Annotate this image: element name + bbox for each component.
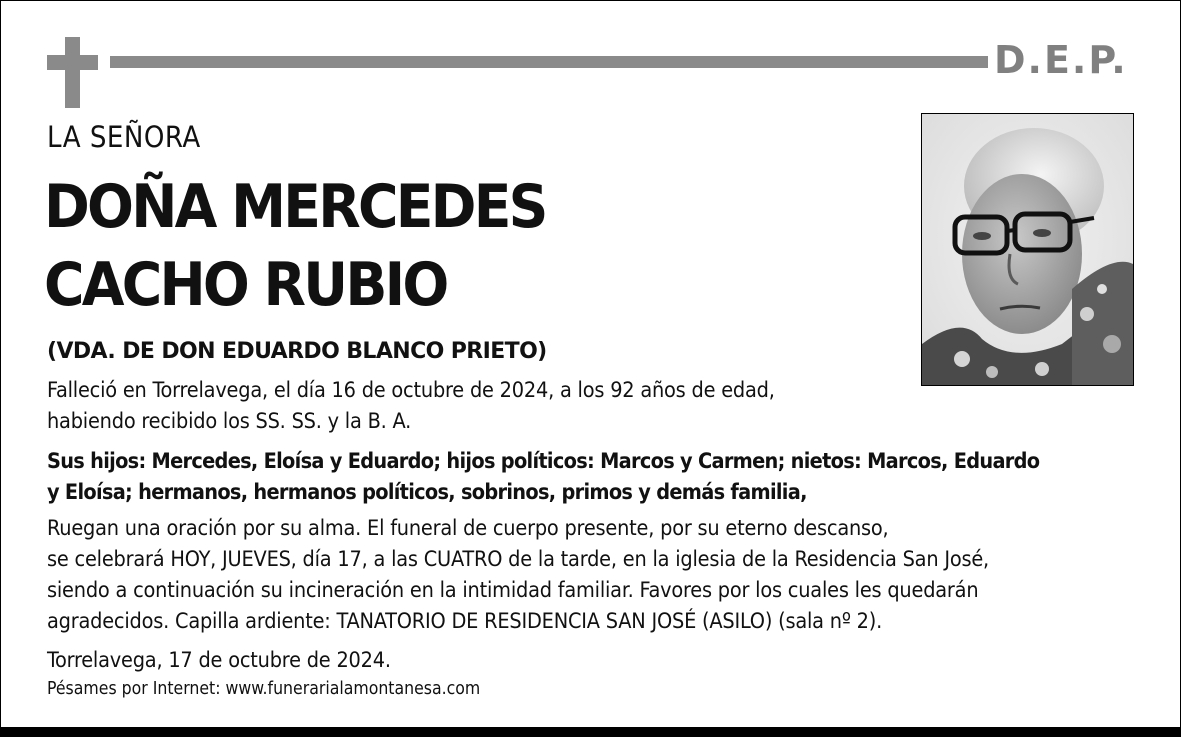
service-line3: siendo a continuación su incineración en la intimidad familiar. Favores por los cuales les quedarán bbox=[47, 578, 979, 603]
title-prefix: LA SEÑORA bbox=[47, 120, 201, 154]
death-notice bbox=[47, 375, 775, 437]
service-line1: Ruegan una oración por su alma. El funeral de cuerpo presente, por su eterno descanso, bbox=[47, 516, 889, 541]
condolences-link[interactable]: Pésames por Internet: www.funerarialamontanesa.com bbox=[47, 679, 481, 699]
bottom-border bbox=[0, 727, 1181, 737]
death-notice-line2: habiendo recibido los SS. SS. y la B. A. bbox=[47, 409, 412, 434]
service-details bbox=[47, 513, 989, 637]
portrait-illustration bbox=[922, 114, 1133, 385]
cross-icon-bar bbox=[47, 55, 98, 70]
deceased-name bbox=[44, 168, 546, 324]
family-line1: Sus hijos: Mercedes, Eloísa y Eduardo; hijos políticos: Marcos y Carmen; nietos: Marcos, Eduardo bbox=[47, 449, 1040, 474]
widow-note: (VDA. DE DON EDUARDO BLANCO PRIETO) bbox=[47, 339, 547, 364]
cross-icon bbox=[65, 37, 80, 108]
family-list bbox=[47, 446, 1039, 508]
deceased-name-line2: CACHO RUBIO bbox=[44, 250, 447, 320]
dep-label: D.E.P. bbox=[994, 38, 1128, 82]
place-date: Torrelavega, 17 de octubre de 2024. bbox=[47, 648, 391, 673]
header-rule bbox=[110, 56, 988, 68]
portrait-photo bbox=[921, 113, 1134, 386]
death-notice-line1: Falleció en Torrelavega, el día 16 de octubre de 2024, a los 92 años de edad, bbox=[47, 378, 775, 403]
service-line2: se celebrará HOY, JUEVES, día 17, a las CUATRO de la tarde, en la iglesia de la Residencia San José, bbox=[47, 547, 989, 572]
service-line4: agradecidos. Capilla ardiente: TANATORIO DE RESIDENCIA SAN JOSÉ (ASILO) (sala nº 2). bbox=[47, 609, 883, 634]
family-line2: y Eloísa; hermanos, hermanos políticos, sobrinos, primos y demás familia, bbox=[47, 480, 807, 505]
deceased-name-line1: DOÑA MERCEDES bbox=[44, 172, 546, 242]
